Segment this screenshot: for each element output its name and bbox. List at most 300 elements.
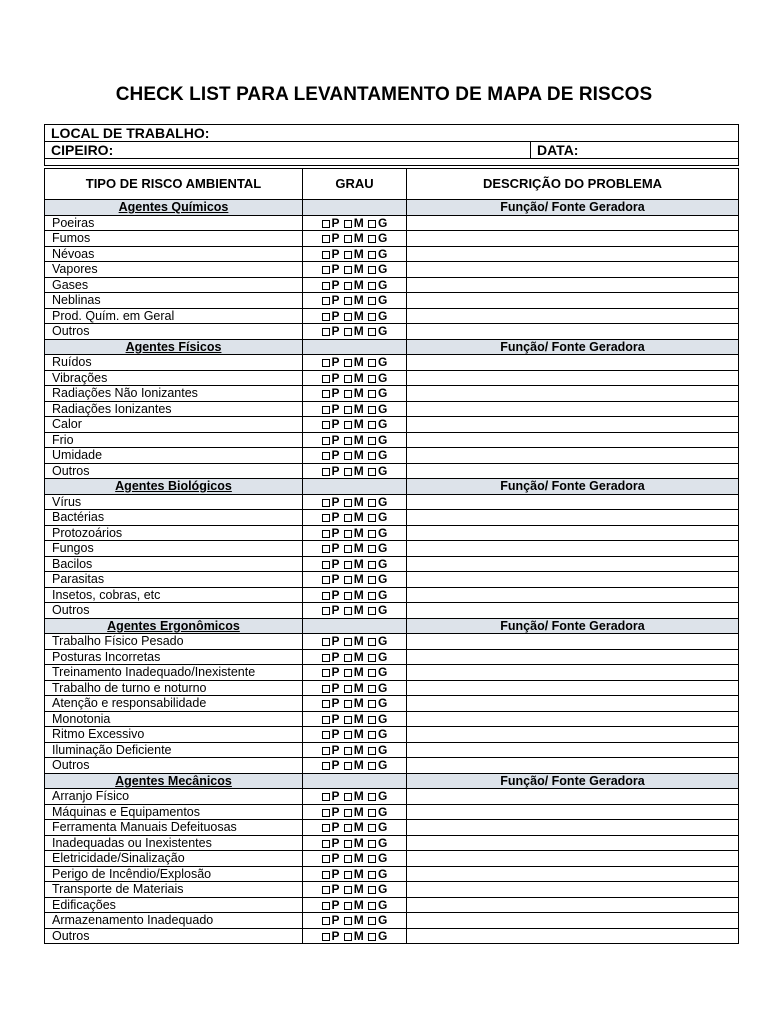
- risk-item-label: Máquinas e Equipamentos: [45, 804, 303, 820]
- checkbox-icon[interactable]: [322, 452, 330, 460]
- section-descricao-header: Função/ Fonte Geradora: [407, 200, 739, 216]
- checkbox-icon[interactable]: [322, 685, 330, 693]
- descricao-cell[interactable]: [407, 525, 739, 541]
- checkbox-icon[interactable]: [344, 592, 352, 600]
- checkbox-icon[interactable]: [344, 824, 352, 832]
- checkbox-icon[interactable]: [344, 545, 352, 553]
- grau-option-label: M: [353, 742, 364, 757]
- grau-option-label: P: [331, 789, 340, 803]
- checkbox-icon[interactable]: [344, 282, 352, 290]
- checkbox-icon[interactable]: [368, 747, 376, 755]
- section-title-text: Agentes Químicos: [118, 200, 229, 214]
- section-descricao-header: Função/ Fonte Geradora: [407, 339, 739, 355]
- descricao-cell[interactable]: [407, 308, 739, 324]
- grau-option-label: G: [377, 417, 388, 431]
- table-row: [45, 820, 739, 836]
- descricao-cell[interactable]: [407, 246, 739, 262]
- checkbox-icon[interactable]: [322, 762, 330, 770]
- checkbox-icon[interactable]: [322, 824, 330, 832]
- section-grau-cell: [303, 200, 407, 216]
- checkbox-icon[interactable]: [322, 514, 330, 522]
- checkbox-icon[interactable]: [344, 313, 352, 321]
- descricao-cell[interactable]: [407, 448, 739, 464]
- checkbox-icon[interactable]: [344, 561, 352, 569]
- checkbox-icon[interactable]: [322, 638, 330, 646]
- checkbox-icon[interactable]: [368, 917, 376, 925]
- grau-options: [303, 510, 407, 526]
- grau-options: [303, 742, 407, 758]
- grau-option-label: M: [353, 665, 364, 679]
- descricao-cell[interactable]: [407, 231, 739, 247]
- grau-options: [303, 432, 407, 448]
- grau-option-label: M: [353, 649, 364, 664]
- grau-option-label: P: [331, 215, 340, 230]
- checkbox-icon[interactable]: [322, 592, 330, 600]
- checkbox-icon[interactable]: [322, 902, 330, 910]
- table-row: [45, 525, 739, 541]
- checkbox-icon[interactable]: [322, 313, 330, 321]
- data-field[interactable]: [531, 142, 739, 159]
- checkbox-icon[interactable]: [344, 855, 352, 863]
- grau-options: [303, 789, 407, 805]
- risk-item-label: Outros: [45, 324, 303, 340]
- checkbox-icon[interactable]: [344, 607, 352, 615]
- descricao-cell[interactable]: [407, 494, 739, 510]
- checkbox-icon[interactable]: [368, 592, 376, 600]
- section-descricao-header: Função/ Fonte Geradora: [407, 618, 739, 634]
- descricao-cell[interactable]: [407, 649, 739, 665]
- checkbox-icon[interactable]: [368, 638, 376, 646]
- checkbox-icon[interactable]: [322, 917, 330, 925]
- checkbox-icon[interactable]: [368, 266, 376, 274]
- grau-options: [303, 293, 407, 309]
- checkbox-icon[interactable]: [322, 793, 330, 801]
- descricao-cell[interactable]: [407, 820, 739, 836]
- checkbox-icon[interactable]: [368, 855, 376, 863]
- checkbox-icon[interactable]: [368, 499, 376, 507]
- checkbox-icon[interactable]: [368, 514, 376, 522]
- grau-option-label: G: [377, 603, 388, 617]
- checkbox-icon[interactable]: [322, 328, 330, 336]
- descricao-cell[interactable]: [407, 262, 739, 278]
- risk-item-label: Monotonia: [45, 711, 303, 727]
- grau-options: [303, 928, 407, 944]
- checkbox-icon[interactable]: [344, 235, 352, 243]
- checkbox-icon[interactable]: [368, 220, 376, 228]
- descricao-cell[interactable]: [407, 417, 739, 433]
- checkbox-icon[interactable]: [322, 747, 330, 755]
- risk-item-label: Armazenamento Inadequado: [45, 913, 303, 929]
- checkbox-icon[interactable]: [344, 359, 352, 367]
- descricao-cell[interactable]: [407, 355, 739, 371]
- table-row: [45, 649, 739, 665]
- grau-option-label: M: [353, 541, 364, 555]
- section-grau-cell: [303, 339, 407, 355]
- checkbox-icon[interactable]: [344, 840, 352, 848]
- checkbox-icon[interactable]: [322, 654, 330, 662]
- checkbox-icon[interactable]: [322, 282, 330, 290]
- grau-option-label: P: [331, 293, 340, 307]
- risk-item-label: Poeiras: [45, 215, 303, 231]
- checkbox-icon[interactable]: [322, 235, 330, 243]
- grau-options: [303, 882, 407, 898]
- descricao-cell[interactable]: [407, 665, 739, 681]
- grau-option-label: P: [331, 742, 340, 757]
- checkbox-icon[interactable]: [322, 406, 330, 414]
- checkbox-icon[interactable]: [344, 452, 352, 460]
- table-row: [45, 401, 739, 417]
- checkbox-icon[interactable]: [368, 654, 376, 662]
- checkbox-icon[interactable]: [368, 607, 376, 615]
- checkbox-icon[interactable]: [344, 685, 352, 693]
- checkbox-icon[interactable]: [322, 731, 330, 739]
- checkbox-icon[interactable]: [322, 809, 330, 817]
- grau-options: [303, 215, 407, 231]
- table-row: [45, 928, 739, 944]
- descricao-cell[interactable]: [407, 510, 739, 526]
- checkbox-icon[interactable]: [344, 933, 352, 941]
- grau-options: [303, 804, 407, 820]
- grau-options: [303, 525, 407, 541]
- checkbox-icon[interactable]: [368, 933, 376, 941]
- grau-option-label: G: [377, 386, 388, 400]
- checkbox-icon[interactable]: [368, 359, 376, 367]
- grau-option-label: G: [377, 370, 388, 385]
- checkbox-icon[interactable]: [368, 561, 376, 569]
- checkbox-icon[interactable]: [344, 716, 352, 724]
- cipeiro-field[interactable]: [45, 142, 531, 159]
- table-row: [45, 696, 739, 712]
- checkbox-icon[interactable]: [344, 468, 352, 476]
- checkbox-icon[interactable]: [344, 793, 352, 801]
- section-title: [45, 618, 303, 634]
- descricao-cell[interactable]: [407, 293, 739, 309]
- checkbox-icon[interactable]: [368, 700, 376, 708]
- checkbox-icon[interactable]: [368, 731, 376, 739]
- table-row: [45, 448, 739, 464]
- risk-item-label: Fumos: [45, 231, 303, 247]
- grau-option-label: P: [331, 370, 340, 385]
- grau-option-label: G: [377, 835, 388, 850]
- grau-option-label: G: [377, 246, 388, 261]
- risk-item-label: Protozoários: [45, 525, 303, 541]
- checkbox-icon[interactable]: [368, 235, 376, 243]
- grau-option-label: G: [377, 897, 388, 912]
- descricao-cell[interactable]: [407, 680, 739, 696]
- grau-option-label: M: [353, 510, 364, 524]
- grau-options: [303, 758, 407, 774]
- descricao-cell[interactable]: [407, 370, 739, 386]
- grau-option-label: G: [377, 277, 388, 292]
- table-row: [45, 262, 739, 278]
- grau-option-label: P: [331, 758, 340, 772]
- grau-option-label: G: [377, 820, 388, 834]
- section-grau-cell: [303, 773, 407, 789]
- checkbox-icon[interactable]: [344, 700, 352, 708]
- descricao-cell[interactable]: [407, 541, 739, 557]
- checkbox-icon[interactable]: [368, 902, 376, 910]
- descricao-cell[interactable]: [407, 789, 739, 805]
- checkbox-icon[interactable]: [344, 638, 352, 646]
- checkbox-icon[interactable]: [344, 654, 352, 662]
- checkbox-icon[interactable]: [322, 700, 330, 708]
- checkbox-icon[interactable]: [368, 871, 376, 879]
- column-header-tipo: TIPO DE RISCO AMBIENTAL: [45, 169, 303, 200]
- checkbox-icon[interactable]: [322, 933, 330, 941]
- grau-option-label: M: [353, 231, 364, 245]
- checkbox-icon[interactable]: [344, 251, 352, 259]
- section-header-row: [45, 618, 739, 634]
- local-field[interactable]: [45, 125, 739, 142]
- checkbox-icon[interactable]: [322, 468, 330, 476]
- checkbox-icon[interactable]: [344, 297, 352, 305]
- checkbox-icon[interactable]: [322, 297, 330, 305]
- checkbox-icon[interactable]: [344, 530, 352, 538]
- grau-option-label: G: [377, 742, 388, 757]
- grau-options: [303, 851, 407, 867]
- checkbox-icon[interactable]: [322, 576, 330, 584]
- descricao-cell[interactable]: [407, 742, 739, 758]
- descricao-cell[interactable]: [407, 696, 739, 712]
- grau-option-label: G: [377, 355, 388, 369]
- grau-option-label: G: [377, 789, 388, 803]
- grau-option-label: P: [331, 494, 340, 509]
- descricao-cell[interactable]: [407, 324, 739, 340]
- checkbox-icon[interactable]: [322, 561, 330, 569]
- grau-options: [303, 711, 407, 727]
- grau-options: [303, 448, 407, 464]
- checkbox-icon[interactable]: [368, 406, 376, 414]
- table-row: [45, 634, 739, 650]
- checkbox-icon[interactable]: [368, 313, 376, 321]
- checkbox-icon[interactable]: [344, 266, 352, 274]
- grau-option-label: M: [353, 525, 364, 540]
- grau-option-label: P: [331, 851, 340, 865]
- grau-option-label: M: [353, 820, 364, 834]
- checkbox-icon[interactable]: [368, 824, 376, 832]
- table-row: [45, 463, 739, 479]
- checkbox-icon[interactable]: [322, 375, 330, 383]
- checkbox-icon[interactable]: [344, 747, 352, 755]
- checkbox-icon[interactable]: [322, 437, 330, 445]
- checkbox-icon[interactable]: [368, 251, 376, 259]
- checkbox-icon[interactable]: [368, 468, 376, 476]
- descricao-cell[interactable]: [407, 758, 739, 774]
- grau-option-label: M: [353, 401, 364, 416]
- descricao-cell[interactable]: [407, 804, 739, 820]
- descricao-cell[interactable]: [407, 215, 739, 231]
- risk-item-label: Calor: [45, 417, 303, 433]
- checkbox-icon[interactable]: [344, 762, 352, 770]
- grau-option-label: P: [331, 634, 340, 648]
- checkbox-icon[interactable]: [322, 499, 330, 507]
- checkbox-icon[interactable]: [322, 886, 330, 894]
- descricao-cell[interactable]: [407, 572, 739, 588]
- checkbox-icon[interactable]: [368, 297, 376, 305]
- grau-option-label: G: [377, 293, 388, 307]
- grau-option-label: G: [377, 928, 388, 943]
- section-descricao-header: Função/ Fonte Geradora: [407, 479, 739, 495]
- checkbox-icon[interactable]: [322, 840, 330, 848]
- grau-option-label: G: [377, 215, 388, 230]
- grau-option-label: G: [377, 510, 388, 524]
- descricao-cell[interactable]: [407, 882, 739, 898]
- grau-option-label: G: [377, 525, 388, 540]
- checkbox-icon[interactable]: [322, 390, 330, 398]
- descricao-cell[interactable]: [407, 851, 739, 867]
- grau-options: [303, 587, 407, 603]
- checkbox-icon[interactable]: [322, 220, 330, 228]
- grau-option-label: P: [331, 463, 340, 478]
- descricao-cell[interactable]: [407, 556, 739, 572]
- grau-option-label: M: [353, 603, 364, 617]
- checkbox-icon[interactable]: [344, 499, 352, 507]
- grau-option-label: P: [331, 665, 340, 679]
- table-row: [45, 494, 739, 510]
- table-row: [45, 913, 739, 929]
- checkbox-icon[interactable]: [368, 437, 376, 445]
- checkbox-icon[interactable]: [368, 545, 376, 553]
- checkbox-icon[interactable]: [344, 669, 352, 677]
- checkbox-icon[interactable]: [344, 390, 352, 398]
- checkbox-icon[interactable]: [344, 437, 352, 445]
- checkbox-icon[interactable]: [344, 917, 352, 925]
- checkbox-icon[interactable]: [368, 762, 376, 770]
- checkbox-icon[interactable]: [344, 902, 352, 910]
- risk-item-label: Prod. Quím. em Geral: [45, 308, 303, 324]
- descricao-cell[interactable]: [407, 401, 739, 417]
- grau-option-label: M: [353, 851, 364, 865]
- checkbox-icon[interactable]: [344, 871, 352, 879]
- column-header-descricao: DESCRIÇÃO DO PROBLEMA: [407, 169, 739, 200]
- checkbox-icon[interactable]: [368, 421, 376, 429]
- risk-item-label: Parasitas: [45, 572, 303, 588]
- checkbox-icon[interactable]: [344, 328, 352, 336]
- risk-item-label: Outros: [45, 928, 303, 944]
- checkbox-icon[interactable]: [344, 375, 352, 383]
- checkbox-icon[interactable]: [368, 328, 376, 336]
- checkbox-icon[interactable]: [322, 251, 330, 259]
- grau-options: [303, 634, 407, 650]
- checkbox-icon[interactable]: [344, 576, 352, 584]
- risk-item-label: Atenção e responsabilidade: [45, 696, 303, 712]
- table-row: [45, 835, 739, 851]
- grau-options: [303, 665, 407, 681]
- checkbox-icon[interactable]: [368, 282, 376, 290]
- descricao-cell[interactable]: [407, 432, 739, 448]
- checkbox-icon[interactable]: [368, 530, 376, 538]
- checkbox-icon[interactable]: [368, 809, 376, 817]
- checkbox-icon[interactable]: [368, 390, 376, 398]
- checkbox-icon[interactable]: [344, 809, 352, 817]
- descricao-cell[interactable]: [407, 727, 739, 743]
- checkbox-icon[interactable]: [344, 406, 352, 414]
- descricao-cell[interactable]: [407, 587, 739, 603]
- grau-options: [303, 649, 407, 665]
- checkbox-icon[interactable]: [368, 716, 376, 724]
- checkbox-icon[interactable]: [368, 375, 376, 383]
- descricao-cell[interactable]: [407, 277, 739, 293]
- checkbox-icon[interactable]: [322, 607, 330, 615]
- grau-options: [303, 262, 407, 278]
- section-header-row: [45, 773, 739, 789]
- checkbox-icon[interactable]: [322, 669, 330, 677]
- grau-option-label: P: [331, 928, 340, 943]
- section-title: [45, 339, 303, 355]
- descricao-cell[interactable]: [407, 866, 739, 882]
- descricao-cell[interactable]: [407, 603, 739, 619]
- checkbox-icon[interactable]: [368, 793, 376, 801]
- checkbox-icon[interactable]: [322, 545, 330, 553]
- grau-option-label: M: [353, 494, 364, 509]
- checkbox-icon[interactable]: [322, 871, 330, 879]
- grau-option-label: M: [353, 928, 364, 943]
- risk-item-label: Edificações: [45, 897, 303, 913]
- grau-option-label: P: [331, 727, 340, 741]
- descricao-cell[interactable]: [407, 711, 739, 727]
- grau-option-label: M: [353, 758, 364, 772]
- checkbox-icon[interactable]: [344, 731, 352, 739]
- grau-options: [303, 897, 407, 913]
- grau-option-label: G: [377, 463, 388, 478]
- descricao-cell[interactable]: [407, 463, 739, 479]
- grau-option-label: G: [377, 308, 388, 323]
- risk-item-label: Trabalho de turno e noturno: [45, 680, 303, 696]
- local-label: LOCAL DE TRABALHO:: [51, 125, 210, 141]
- risk-item-label: Outros: [45, 463, 303, 479]
- checkbox-icon[interactable]: [322, 266, 330, 274]
- checkbox-icon[interactable]: [344, 220, 352, 228]
- grau-option-label: P: [331, 835, 340, 850]
- grau-option-label: M: [353, 804, 364, 819]
- checkbox-icon[interactable]: [368, 452, 376, 460]
- checkbox-icon[interactable]: [322, 530, 330, 538]
- grau-option-label: G: [377, 572, 388, 586]
- table-row: [45, 680, 739, 696]
- checkbox-icon[interactable]: [344, 886, 352, 894]
- grau-option-label: G: [377, 432, 388, 447]
- risk-item-label: Ritmo Excessivo: [45, 727, 303, 743]
- descricao-cell[interactable]: [407, 913, 739, 929]
- checkbox-icon[interactable]: [368, 576, 376, 584]
- checkbox-icon[interactable]: [368, 886, 376, 894]
- grau-option-label: P: [331, 262, 340, 276]
- descricao-cell[interactable]: [407, 386, 739, 402]
- checkbox-icon[interactable]: [322, 359, 330, 367]
- grau-option-label: P: [331, 897, 340, 912]
- checkbox-icon[interactable]: [368, 685, 376, 693]
- descricao-cell[interactable]: [407, 634, 739, 650]
- descricao-cell[interactable]: [407, 928, 739, 944]
- grau-option-label: M: [353, 680, 364, 695]
- checkbox-icon[interactable]: [368, 669, 376, 677]
- grau-option-label: P: [331, 649, 340, 664]
- grau-option-label: P: [331, 525, 340, 540]
- grau-option-label: M: [353, 463, 364, 478]
- checkbox-icon[interactable]: [322, 716, 330, 724]
- checkbox-icon[interactable]: [322, 855, 330, 863]
- checklist-table: [44, 168, 739, 944]
- checkbox-icon[interactable]: [344, 514, 352, 522]
- grau-option-label: G: [377, 680, 388, 695]
- descricao-cell[interactable]: [407, 835, 739, 851]
- checkbox-icon[interactable]: [344, 421, 352, 429]
- table-row: [45, 231, 739, 247]
- section-header-row: [45, 479, 739, 495]
- checkbox-icon[interactable]: [322, 421, 330, 429]
- descricao-cell[interactable]: [407, 897, 739, 913]
- checkbox-icon[interactable]: [368, 840, 376, 848]
